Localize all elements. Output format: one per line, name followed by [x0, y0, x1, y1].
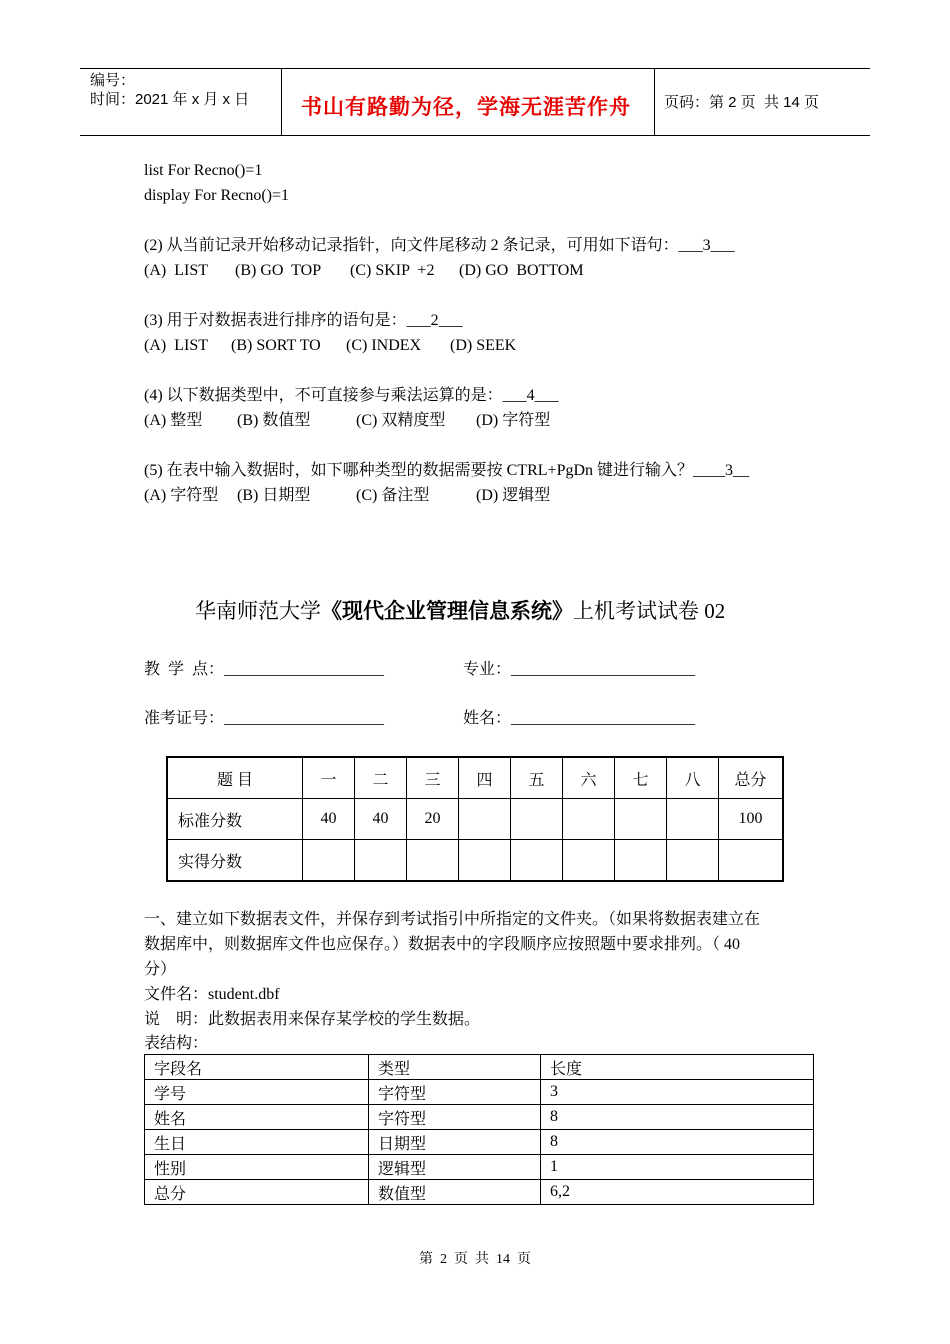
standard-score-cell: 40: [355, 799, 407, 840]
description-line: 说 明：此数据表用来保存某学校的学生数据。: [144, 1011, 481, 1028]
standard-score-cell: [563, 799, 615, 840]
actual-score-cell[interactable]: [615, 840, 667, 882]
field-name-cell: 学号: [145, 1080, 369, 1105]
actual-score-cell[interactable]: [355, 840, 407, 882]
exam-title-course: 《现代企业管理信息系统》: [321, 599, 573, 623]
field-length-cell: 8: [541, 1105, 814, 1130]
option-b: (B) 日期型: [237, 487, 311, 504]
field-length-cell: 3: [541, 1080, 814, 1105]
score-header-cell: 八: [667, 757, 719, 799]
option-b: (B) GO TOP: [235, 262, 322, 279]
score-header-cell: 四: [459, 757, 511, 799]
score-header-cell: 三: [407, 757, 459, 799]
option-b: (B) SORT TO: [231, 337, 321, 354]
score-header-cell: 五: [511, 757, 563, 799]
name-field: 姓名：_______________________: [463, 710, 696, 727]
header-divider: [281, 68, 282, 135]
doc-number-label: 编号：: [90, 72, 136, 89]
option-c: (C) 备注型: [356, 487, 430, 504]
actual-score-row: [167, 840, 783, 882]
standard-score-cell: 40: [303, 799, 355, 840]
table-row: [145, 1080, 814, 1105]
standard-score-cell: [511, 799, 563, 840]
doc-time-label: 时间：2021 年 x 月 x 日: [90, 91, 250, 108]
actual-score-cell[interactable]: [407, 840, 459, 882]
actual-score-cell[interactable]: [459, 840, 511, 882]
option-d: (D) GO BOTTOM: [459, 262, 584, 279]
score-header-cell: 七: [615, 757, 667, 799]
standard-score-cell: [615, 799, 667, 840]
table-row: [145, 1130, 814, 1155]
structure-table: [144, 1054, 814, 1205]
option-a: (A) 字符型: [144, 487, 219, 504]
field-length-cell: 6,2: [541, 1180, 814, 1205]
score-header-cell: 六: [563, 757, 615, 799]
header-page-label: 页码：第 2 页 共 14 页: [664, 94, 820, 111]
actual-score-cell[interactable]: [511, 840, 563, 882]
field-name-cell: 姓名: [145, 1105, 369, 1130]
header-top-rule: [80, 68, 870, 69]
actual-score-label: 实得分数: [167, 840, 303, 882]
standard-score-cell: [459, 799, 511, 840]
site-field: 教 学 点：____________________: [144, 661, 385, 678]
header-divider: [654, 68, 655, 135]
standard-score-total: 100: [719, 799, 784, 840]
question-text: (4) 以下数据类型中，不可直接参与乘法运算的是：___4___: [144, 387, 559, 404]
exam-title-school: 华南师范大学: [195, 599, 321, 623]
option-d: (D) SEEK: [450, 337, 517, 354]
score-header-cell: 一: [303, 757, 355, 799]
exam-title-suffix: 上机考试试卷 02: [573, 599, 726, 623]
field-type-cell: 数值型: [369, 1180, 541, 1205]
option-a: (A) LIST: [144, 337, 208, 354]
question-text: (3) 用于对数据表进行排序的语句是：___2___: [144, 312, 463, 329]
table-row: [145, 1180, 814, 1205]
standard-score-label: 标准分数: [167, 799, 303, 840]
score-header-cell: 题 目: [167, 757, 303, 799]
option-c: (C) 双精度型: [356, 412, 446, 429]
standard-score-cell: 20: [407, 799, 459, 840]
structure-header-row: [145, 1055, 814, 1080]
actual-score-total[interactable]: [719, 840, 784, 882]
field-name-cell: 总分: [145, 1180, 369, 1205]
actual-score-cell[interactable]: [563, 840, 615, 882]
option-a: (A) 整型: [144, 412, 203, 429]
table-row: [145, 1105, 814, 1130]
field-type-cell: 字符型: [369, 1105, 541, 1130]
option-c: (C) SKIP +2: [350, 262, 435, 279]
field-name-cell: 性别: [145, 1155, 369, 1180]
score-header-cell: 二: [355, 757, 407, 799]
section-text: 分）: [144, 961, 177, 978]
score-header-cell: 总分: [719, 757, 784, 799]
option-d: (D) 逻辑型: [476, 487, 551, 504]
field-name-cell: 生日: [145, 1130, 369, 1155]
standard-score-row: [167, 799, 783, 840]
structure-label: 表结构：: [144, 1035, 209, 1052]
question-text: (5) 在表中输入数据时，如下哪种类型的数据需要按 CTRL+PgDn 键进行输入？____3__: [144, 462, 750, 479]
field-type-cell: 逻辑型: [369, 1155, 541, 1180]
option-b: (B) 数值型: [237, 412, 311, 429]
actual-score-cell[interactable]: [303, 840, 355, 882]
option-d: (D) 字符型: [476, 412, 551, 429]
code-line: display For Recno()=1: [144, 187, 289, 204]
code-line: list For Recno()=1: [144, 162, 263, 179]
standard-score-cell: [667, 799, 719, 840]
header-bottom-rule: [80, 135, 870, 136]
score-table: [166, 756, 784, 882]
section-text: 一、建立如下数据表文件，并保存到考试指引中所指定的文件夹。（如果将数据表建立在: [144, 911, 761, 928]
page-footer: 第 2 页 共 14 页: [419, 1252, 531, 1267]
question-text: (2) 从当前记录开始移动记录指针，向文件尾移动 2 条记录，可用如下语句：___3___: [144, 237, 735, 254]
score-header-row: [167, 757, 783, 799]
section-text: 数据库中，则数据库文件也应保存。）数据表中的字段顺序应按照题中要求排列。（ 40: [144, 936, 741, 953]
structure-header-cell: 字段名: [145, 1055, 369, 1080]
major-field: 专业：_______________________: [463, 661, 696, 678]
filename-line: 文件名：student.dbf: [144, 986, 280, 1003]
header-motto: 书山有路勤为径，学海无涯苦作舟: [301, 96, 631, 119]
option-a: (A) LIST: [144, 262, 208, 279]
table-row: [145, 1155, 814, 1180]
structure-header-cell: 类型: [369, 1055, 541, 1080]
field-length-cell: 1: [541, 1155, 814, 1180]
field-length-cell: 8: [541, 1130, 814, 1155]
field-type-cell: 日期型: [369, 1130, 541, 1155]
structure-header-cell: 长度: [541, 1055, 814, 1080]
exam-title: [195, 595, 725, 625]
field-type-cell: 字符型: [369, 1080, 541, 1105]
ticket-field: 准考证号：____________________: [144, 710, 385, 727]
actual-score-cell[interactable]: [667, 840, 719, 882]
option-c: (C) INDEX: [346, 337, 422, 354]
